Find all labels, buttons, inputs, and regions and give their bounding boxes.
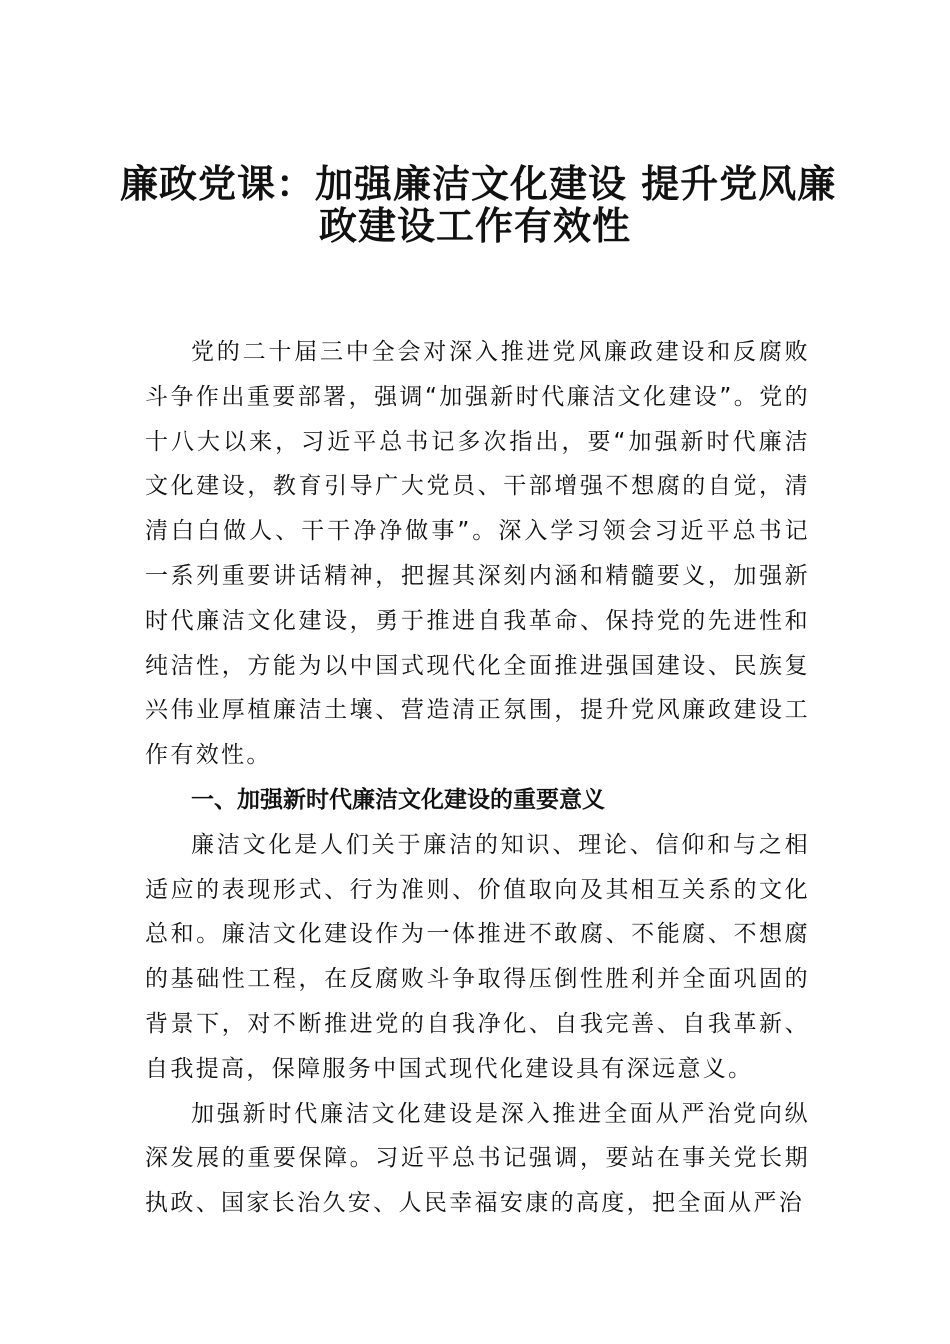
document-title-line-2: 政建设工作有效性 bbox=[318, 203, 631, 248]
document-body bbox=[145, 330, 810, 1226]
section1-paragraph-2: 加强新时代廉洁文化建设是深入推进全面从严治党向纵深发展的重要保障。习近平总书记强调，要站在事关党长期执政、国家长治久安、人民幸福安康的高度，把全面从严治 bbox=[145, 1100, 810, 1217]
section-heading-1: 一、加强新时代廉洁文化建设的重要意义 bbox=[191, 786, 605, 813]
document-title-line-1: 廉政党课：加强廉洁文化建设 提升党风廉 bbox=[120, 161, 837, 206]
section1-paragraph-1: 廉洁文化是人们关于廉洁的知识、理论、信仰和与之相适应的表现形式、行为准则、价值取向及其相互关系的文化总和。廉洁文化建设作为一体推进不敢腐、不能腐、不想腐的基础性工程，在反腐败斗争取得压倒性胜利并全面巩固的背景下，对不断推进党的自我净化、自我完善、自我革新、自我提高，保障服务中国式现代化建设具有深远意义。 bbox=[145, 831, 810, 1082]
intro-paragraph: 党的二十届三中全会对深入推进党风廉政建设和反腐败斗争作出重要部署，强调“加强新时代廉洁文化建设”。党的十八大以来，习近平总书记多次指出，要“加强新时代廉洁文化建设，教育引导广大党员、干部增强不想腐的自觉，清清白白做人、干干净净做事”。深入学习领会习近平总书记一系列重要讲话精神，把握其深刻内涵和精髓要义，加强新时代廉洁文化建设，勇于推进自我革命、保持党的先进性和纯洁性，方能为以中国式现代化全面推进强国建设、民族复兴伟业厚植廉洁土壤、营造清正氛围，提升党风廉政建设工作有效性。 bbox=[145, 339, 810, 769]
